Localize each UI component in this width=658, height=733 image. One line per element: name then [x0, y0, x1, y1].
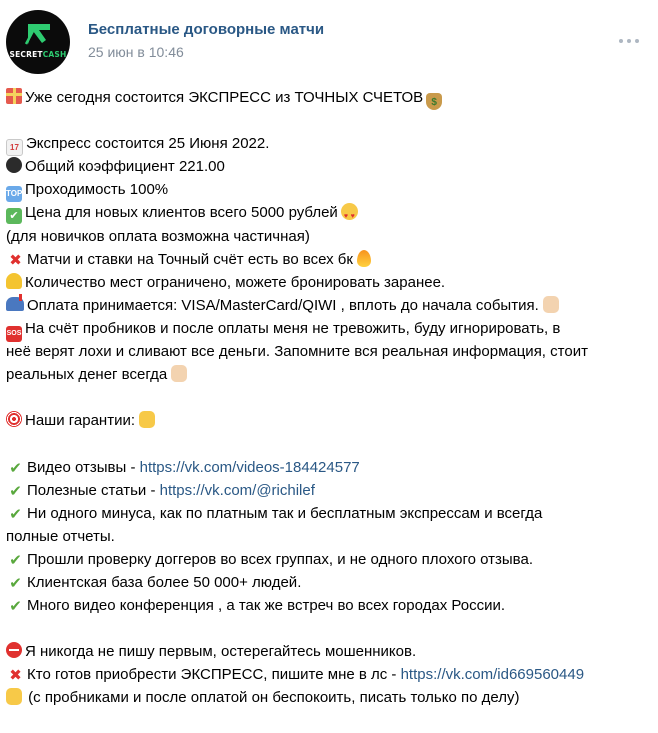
- bomb-icon: [6, 157, 22, 173]
- cross-mark-icon: ✖: [9, 251, 22, 269]
- text-line: SOS На счёт пробников и после оплаты меня не тревожить, буду игнорировать, в: [6, 317, 654, 340]
- point-down-icon: [139, 411, 155, 428]
- fist-icon: [543, 296, 559, 313]
- text-line: Общий коэффициент 221.00: [6, 155, 654, 178]
- more-icon[interactable]: [616, 38, 642, 46]
- mailbox-icon: [6, 297, 24, 311]
- text-line: Оплата принимается: VISA/MasterCard/QIWI , вплоть до начала события.: [6, 294, 654, 317]
- text-line: полные отчеты.: [6, 527, 115, 545]
- gift-icon: [6, 88, 22, 104]
- bell-icon: [6, 273, 22, 289]
- check-mark-icon: ✔: [9, 482, 22, 500]
- text-line: TOP Проходимость 100%: [6, 178, 654, 201]
- no-entry-icon: [6, 642, 22, 658]
- calendar-icon: 17: [6, 139, 23, 156]
- check-mark-icon: ✔: [9, 574, 22, 592]
- text-line: Уже сегодня состоится ЭКСПРЕСС из ТОЧНЫХ СЧЕТОВ $: [6, 86, 654, 109]
- secret-cash-logo-icon: [6, 10, 70, 74]
- profile-link[interactable]: https://vk.com/id669560449: [400, 666, 585, 684]
- fire-icon: [357, 250, 371, 267]
- articles-link[interactable]: https://vk.com/@richilef: [159, 481, 315, 499]
- text-line: ✔ Видео отзывы - https://vk.com/videos-184424577: [6, 456, 654, 479]
- text-line: ✔ Клиентская база более 50 000+ людей.: [6, 571, 654, 594]
- heart-eyes-icon: [341, 203, 358, 220]
- check-mark-icon: ✔: [9, 505, 22, 523]
- avatar-logo-text: SECRETCASH: [9, 50, 67, 59]
- check-mark-icon: ✔: [9, 459, 22, 477]
- text-line: ✖ Кто готов приобрести ЭКСПРЕСС, пишите мне в лс - https://vk.com/id669560449: [6, 663, 654, 686]
- group-title[interactable]: Бесплатные договорные матчи: [88, 21, 325, 38]
- text-line: ✔ Ни одного минуса, как по платным так и бесплатным экспрессам и всегда: [6, 502, 654, 525]
- check-mark-icon: ✔: [6, 208, 22, 224]
- text-line: 17 Экспресс состоится 25 Июня 2022.: [6, 132, 654, 155]
- post-header: [0, 0, 658, 84]
- videos-link[interactable]: https://vk.com/videos-184424577: [139, 458, 360, 476]
- target-icon: [6, 411, 22, 427]
- money-bag-icon: $: [426, 93, 442, 110]
- text-line: ✔ Цена для новых клиентов всего 5000 рублей♥ ♥: [6, 201, 654, 224]
- post-text: [6, 86, 654, 710]
- check-mark-icon: ✔: [9, 598, 22, 616]
- thumbs-up-icon: [171, 365, 187, 382]
- avatar[interactable]: [6, 10, 70, 74]
- text-line: (с пробниками и после оплатой он беспокоить, писать только по делу): [6, 686, 654, 709]
- text-line: неё верят лохи и сливают все деньги. Запомните вся реальная информация, стоит: [6, 343, 588, 361]
- text-line: ✔ Прошли проверку доггеров во всех группах, и не одного плохого отзыва.: [6, 548, 654, 571]
- text-line: реальных денег всегда: [6, 363, 654, 386]
- text-line: (для новичков оплата возможна частичная): [6, 227, 310, 245]
- text-line: Количество мест ограничено, можете бронировать заранее.: [6, 271, 654, 294]
- text-line: ✔ Много видео конференция , а так же встреч во всех городах России.: [6, 594, 654, 617]
- cross-mark-icon: ✖: [9, 667, 22, 685]
- sos-icon: SOS: [6, 326, 22, 342]
- text-line: Я никогда не пишу первым, остерегайтесь мошенников.: [6, 640, 654, 663]
- text-line: ✔ Полезные статьи - https://vk.com/@richilef: [6, 479, 654, 502]
- top-arrow-icon: TOP: [6, 186, 22, 202]
- post-timestamp[interactable]: 25 июн в 10:46: [88, 44, 184, 60]
- text-line: ✖ Матчи и ставки на Точный счёт есть во всех бк: [6, 248, 654, 271]
- point-left-icon: [6, 688, 22, 705]
- text-line: Наши гарантии:: [6, 409, 654, 432]
- check-mark-icon: ✔: [9, 551, 22, 569]
